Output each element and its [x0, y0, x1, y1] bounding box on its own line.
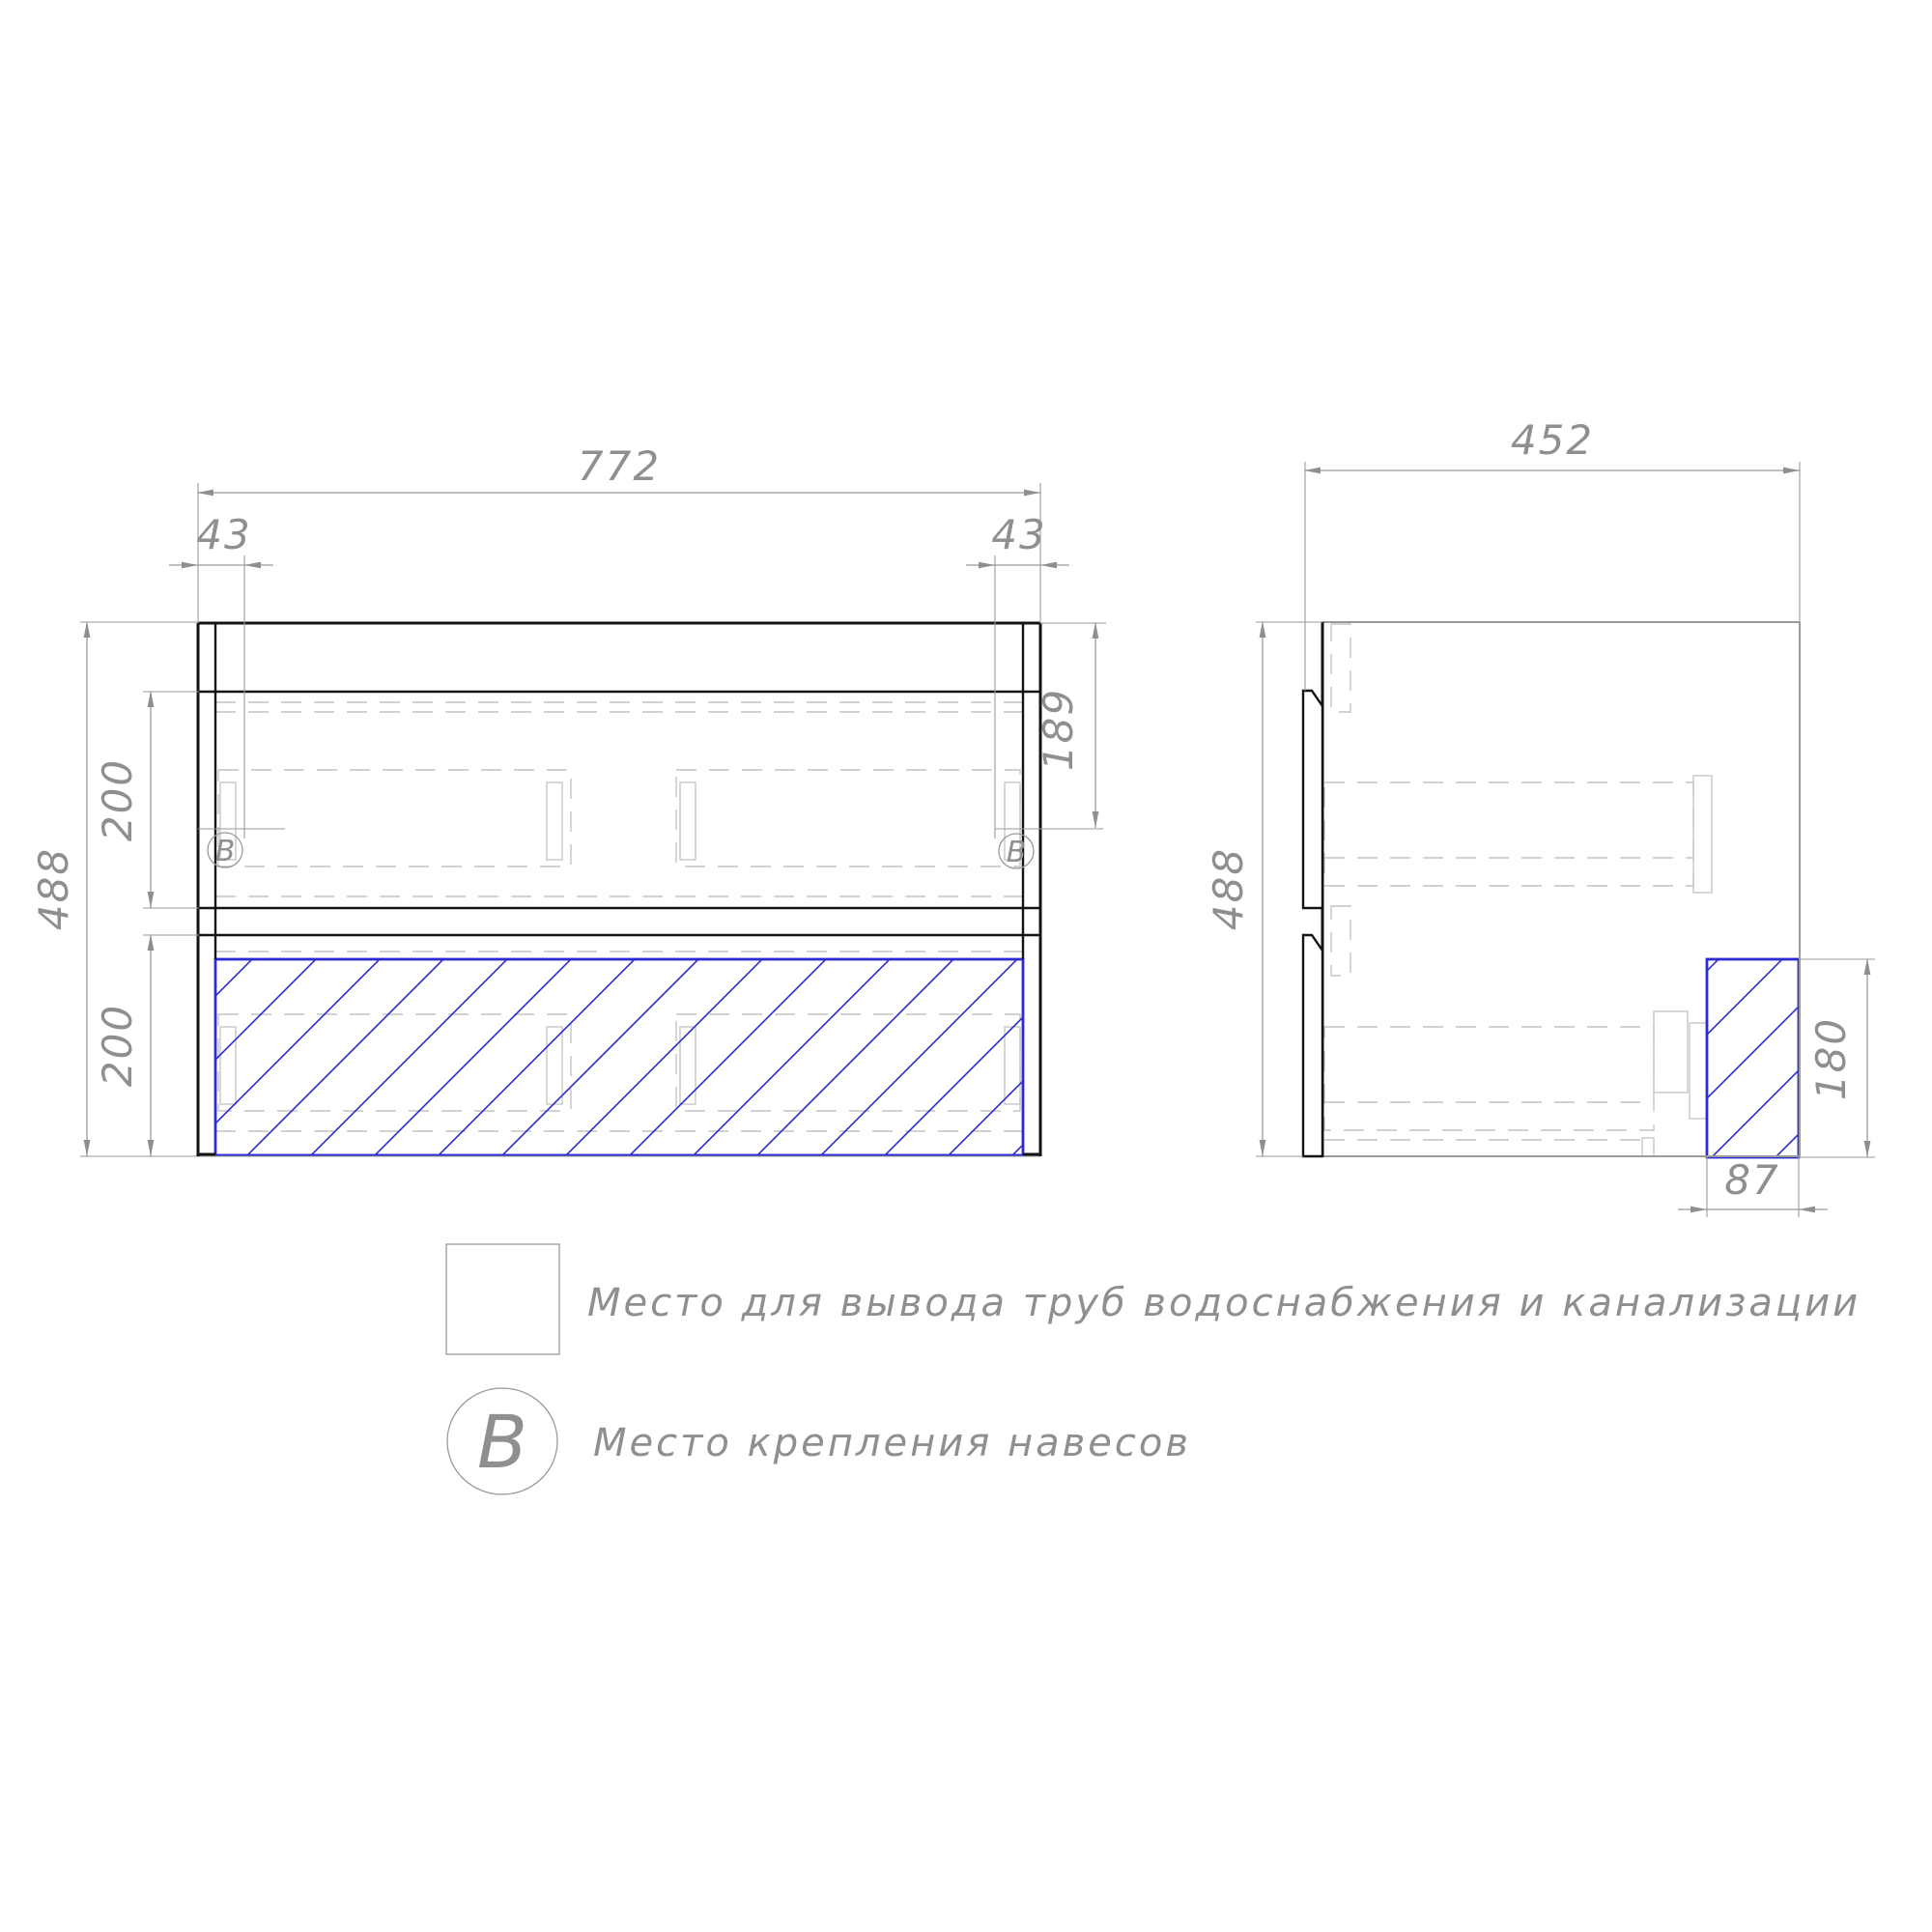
legend-mount-text: Место крепления навесов — [593, 1421, 1191, 1465]
mount-mark-letter-left: B — [214, 835, 236, 868]
mount-mark-letter-right: B — [1006, 836, 1027, 869]
front-view — [30, 442, 1106, 1156]
dim-side-height: 488 — [1205, 846, 1252, 931]
drawer-slide-slot — [547, 782, 562, 860]
front-upper-drawer-hidden-lines — [215, 702, 1023, 896]
dim-front-drawer-lower: 200 — [94, 1003, 141, 1088]
drawer-slide-slot — [680, 782, 696, 860]
pipe-outlet-zone-front — [215, 959, 1023, 1155]
side-drawer-front-upper — [1303, 691, 1322, 908]
dim-front-offset-right: 43 — [991, 511, 1047, 558]
pipe-outlet-zone-side — [1707, 959, 1799, 1157]
dim-side-cutout-width: 87 — [1724, 1156, 1780, 1204]
drawer-back-panel — [1693, 776, 1712, 893]
legend-hatch-swatch — [446, 1244, 559, 1354]
drawer-slide — [1654, 1011, 1688, 1093]
dim-front-offset-left: 43 — [196, 511, 252, 558]
legend-pipe-text: Место для вывода труб водоснабжения и канализации — [587, 1281, 1861, 1325]
dim-front-height: 488 — [30, 846, 77, 931]
legend-mount-letter: B — [476, 1399, 528, 1485]
dim-side-cutout-height: 180 — [1807, 1016, 1855, 1101]
side-hidden-lines — [1324, 624, 1712, 1156]
plinth-step — [1642, 1138, 1654, 1156]
dim-front-drawer-upper: 200 — [94, 757, 141, 842]
dim-front-mount-height: 189 — [1035, 687, 1082, 772]
drawer-back-panel — [1690, 1023, 1707, 1119]
dim-front-width: 772 — [577, 442, 662, 490]
dim-side-depth: 452 — [1510, 416, 1595, 464]
side-view — [1205, 416, 1875, 1217]
side-drawer-front-lower — [1303, 935, 1322, 1156]
legend — [446, 1244, 1861, 1494]
